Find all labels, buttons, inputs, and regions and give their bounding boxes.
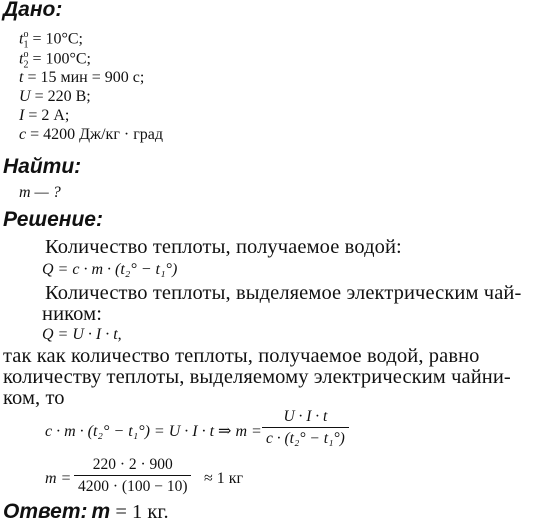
formula-heat-received: Q = c · m · (t₂° − t₁°): [42, 261, 178, 278]
answer-line: [3, 500, 169, 524]
formula-heat-kettle: Q = U · I · t,: [42, 326, 122, 343]
equation-fraction: [262, 408, 349, 448]
answer-value: = 1 кг.: [110, 501, 169, 523]
given-t1: $t_1^o = 10^\circ C$;: [19, 29, 83, 51]
solution-line3a: так как количество теплоты, получаемое водой, равно: [3, 345, 480, 367]
given-I: I = 2 А;: [19, 107, 70, 124]
find-line: m — ?: [19, 184, 61, 201]
given-heading: Дано:: [3, 0, 63, 21]
given-c: c = 4200 Дж/кг · град: [19, 126, 164, 143]
calc-left: m =: [45, 470, 72, 487]
solution-line2b: ником:: [42, 303, 102, 325]
given-t2: $t_2^o = 100^\circ C$;: [19, 49, 91, 71]
answer-label: Ответ:: [3, 500, 88, 523]
calc-denominator: 4200 · (100 − 10): [78, 478, 188, 495]
calc-result: ≈ 1 кг: [204, 470, 244, 487]
solution-line3b: количеству теплоты, выделяемому электрическим чайни-: [3, 366, 511, 388]
calc-fraction: [74, 456, 191, 496]
equation-denominator: c · (t₂° − t₁°): [266, 430, 345, 447]
solution-line2a: Количество теплоты, выделяемое электрическим чай-: [45, 282, 522, 304]
solution-line1: Количество теплоты, получаемое водой:: [45, 236, 402, 258]
calc-numerator: 220 · 2 · 900: [92, 456, 173, 473]
find-heading: Найти:: [3, 155, 82, 178]
given-t: t = 15 мин = 900 с;: [19, 69, 145, 86]
equation-numerator: U · I · t: [283, 408, 328, 425]
equation-left: c · m · (t₂° − t₁°) = U · I · t ⇒ m =: [45, 423, 262, 440]
solution-heading: Решение:: [3, 208, 103, 231]
solution-line3c: ком, то: [3, 387, 65, 409]
answer-var: m: [91, 500, 111, 523]
given-U: U = 220 В;: [19, 88, 91, 105]
